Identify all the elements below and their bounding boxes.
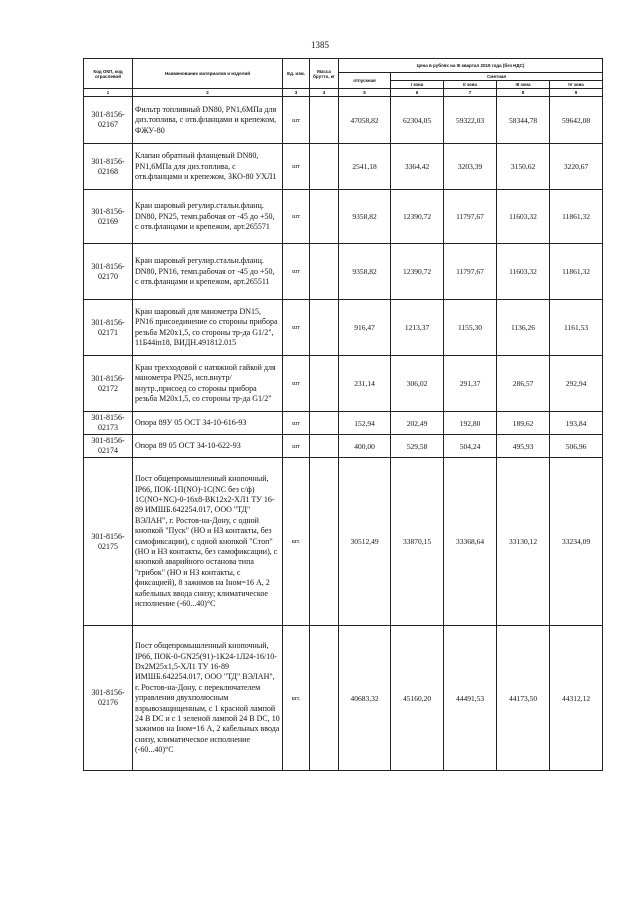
row-zone-1-price: 202,49 <box>391 412 444 435</box>
row-zone-4-price: 3220,67 <box>550 144 603 190</box>
header-estimate: Сметная <box>391 73 603 81</box>
row-unit: шт <box>283 300 310 356</box>
row-code: 301-8156-02171 <box>84 300 133 356</box>
table-row <box>84 356 603 412</box>
row-release-price: 9358,82 <box>339 244 391 300</box>
row-zone-2-price: 3203,39 <box>444 144 497 190</box>
row-name: Кран шаровый регулир.стальн.фланц. DN80, PN25, темп.рабочая от -45 до +50, с отв.фланцами и крепежом, арт.265571 <box>133 190 283 244</box>
row-zone-1-price: 3364,42 <box>391 144 444 190</box>
row-zone-1-price: 529,58 <box>391 435 444 458</box>
row-zone-4-price: 1161,53 <box>550 300 603 356</box>
row-unit: шт. <box>283 458 310 626</box>
header-mass: Масса брутто, кг <box>310 59 339 89</box>
row-zone-1-price: 45160,20 <box>391 626 444 771</box>
row-zone-3-price: 3150,62 <box>497 144 550 190</box>
row-name: Опора 89У 05 ОСТ 34-10-616-93 <box>133 412 283 435</box>
row-name: Кран шаровый регулир.стальн.фланц. DN80, PN16, темп.рабочая от -45 до +50, с отв.фланцами и крепежом, арт.265511 <box>133 244 283 300</box>
row-zone-1-price: 12390,72 <box>391 190 444 244</box>
column-number: 2 <box>133 89 283 97</box>
row-name: Фильтр топливный DN80, PN1,6МПа для диз.топлива, с отв.фланцами и крепежом, ФЖУ-80 <box>133 97 283 144</box>
table-row <box>84 244 603 300</box>
row-mass <box>310 356 339 412</box>
column-number: 3 <box>283 89 310 97</box>
row-code: 301-8156-02175 <box>84 458 133 626</box>
row-zone-2-price: 11797,67 <box>444 244 497 300</box>
row-unit: шт. <box>283 626 310 771</box>
header-zone-2: II зона <box>444 81 497 89</box>
header-zone-1: I зона <box>391 81 444 89</box>
row-name: Пост общепромышленный кнопочный, IP66, ПОК-1П(NO)-1С(NC без с/ф) 1С(NO+NC)-0-16х8-ВК12х2-ХЛ1 ТУ 16-89 ИМШБ.642254.017, ООО "ТД" ВЭЛАН", г. Ростов-на-Дону, с одной кнопкой "Пуск" (НО и НЗ контакты, без самофиксации), с одной кнопкой "Стоп" (НО и НЗ контакты, без самофиксации), с кнопкой аварийного останова типа "грибок" (НО и НЗ контакты, с фиксацией), 8 зажимов на Iном=16 А, 2 кабельных ввода снизу; климатическое исполнение (-60...40)°С <box>133 458 283 626</box>
row-name: Пост общепромышленный кнопочный, IP66, ПОК-0-GN25(91)-1К24-1Л24-16/10-Dx2M25x1,5-ХЛ1 ТУ 16-89 ИМШБ.642254.017, ООО "ТД" ВЭЛАН", г. Ростов-на-Дону, с переключателем управления двухполюсным взрывозащищенным, с 1 красной лампой 24 В DC и с 1 зеленой лампой 24 В DC, 10 зажимов на Iном=16 А, 2 кабельных ввода снизу, климатическое исполнение (-60...40)°С <box>133 626 283 771</box>
header-price-title: Цена в рублях на III квартал 2019 года (без НДС) <box>339 59 603 73</box>
table-row <box>84 626 603 771</box>
column-number: 8 <box>497 89 550 97</box>
row-code: 301-8156-02170 <box>84 244 133 300</box>
header-zone-4: IV зона <box>550 81 603 89</box>
row-zone-3-price: 11603,32 <box>497 244 550 300</box>
row-zone-2-price: 504,24 <box>444 435 497 458</box>
row-zone-2-price: 11797,67 <box>444 190 497 244</box>
table-row <box>84 190 603 244</box>
row-zone-3-price: 189,62 <box>497 412 550 435</box>
row-release-price: 916,47 <box>339 300 391 356</box>
row-release-price: 9358,82 <box>339 190 391 244</box>
table-row <box>84 458 603 626</box>
row-code: 301-8156-02173 <box>84 412 133 435</box>
row-zone-3-price: 1136,26 <box>497 300 550 356</box>
table-row <box>84 144 603 190</box>
row-release-price: 30512,49 <box>339 458 391 626</box>
row-mass <box>310 435 339 458</box>
row-zone-4-price: 11861,32 <box>550 190 603 244</box>
row-mass <box>310 190 339 244</box>
column-number: 1 <box>84 89 133 97</box>
row-mass <box>310 300 339 356</box>
row-release-price: 47058,82 <box>339 97 391 144</box>
row-code: 301-8156-02167 <box>84 97 133 144</box>
row-code: 301-8156-02169 <box>84 190 133 244</box>
column-number: 4 <box>310 89 339 97</box>
row-zone-2-price: 192,80 <box>444 412 497 435</box>
row-code: 301-8156-02174 <box>84 435 133 458</box>
row-mass <box>310 97 339 144</box>
row-unit: шт <box>283 244 310 300</box>
row-unit: шт <box>283 412 310 435</box>
row-zone-4-price: 11861,32 <box>550 244 603 300</box>
row-mass <box>310 244 339 300</box>
row-zone-2-price: 33368,64 <box>444 458 497 626</box>
row-release-price: 40683,32 <box>339 626 391 771</box>
column-number: 5 <box>339 89 391 97</box>
row-release-price: 152,94 <box>339 412 391 435</box>
column-number: 9 <box>550 89 603 97</box>
row-mass <box>310 144 339 190</box>
row-zone-3-price: 11603,32 <box>497 190 550 244</box>
price-table <box>83 58 603 771</box>
row-zone-2-price: 1155,30 <box>444 300 497 356</box>
row-mass <box>310 458 339 626</box>
row-name: Кран шаровый для манометра DN15, PN16 присоединение со стороны прибора резьба M20x1,5, со стороны тр-да G1/2", 11Б44іп18, ВИДН.491812.015 <box>133 300 283 356</box>
header-name: Наименование материалов и изделий <box>133 59 283 89</box>
header-zone-3: III зона <box>497 81 550 89</box>
table-row <box>84 97 603 144</box>
row-name: Кран трехходовой с натяжной гайкой для манометра PN25, исп.внутр/внутр.,присоед со стороны прибора резьба M20x1,5, со стороны тр-да G1/2" <box>133 356 283 412</box>
row-zone-4-price: 193,84 <box>550 412 603 435</box>
row-zone-3-price: 495,93 <box>497 435 550 458</box>
header-release-price: отпускная <box>339 73 391 89</box>
row-zone-4-price: 44312,12 <box>550 626 603 771</box>
row-zone-2-price: 44491,53 <box>444 626 497 771</box>
row-zone-3-price: 44173,50 <box>497 626 550 771</box>
row-zone-1-price: 306,02 <box>391 356 444 412</box>
row-zone-1-price: 1213,37 <box>391 300 444 356</box>
row-zone-3-price: 286,57 <box>497 356 550 412</box>
column-number: 6 <box>391 89 444 97</box>
row-release-price: 400,00 <box>339 435 391 458</box>
row-zone-3-price: 58344,78 <box>497 97 550 144</box>
row-code: 301-8156-02172 <box>84 356 133 412</box>
row-zone-4-price: 506,96 <box>550 435 603 458</box>
row-zone-2-price: 291,37 <box>444 356 497 412</box>
row-release-price: 231,14 <box>339 356 391 412</box>
row-unit: шт <box>283 356 310 412</box>
table-row <box>84 300 603 356</box>
row-unit: шт <box>283 190 310 244</box>
row-unit: шт <box>283 144 310 190</box>
header-unit: Ед. изм. <box>283 59 310 89</box>
column-number: 7 <box>444 89 497 97</box>
table-row <box>84 412 603 435</box>
row-code: 301-8156-02176 <box>84 626 133 771</box>
row-mass <box>310 412 339 435</box>
row-zone-4-price: 59642,08 <box>550 97 603 144</box>
row-code: 301-8156-02168 <box>84 144 133 190</box>
row-zone-2-price: 59322,03 <box>444 97 497 144</box>
row-zone-4-price: 292,94 <box>550 356 603 412</box>
row-name: Опора 89 05 ОСТ 34-10-622-93 <box>133 435 283 458</box>
row-mass <box>310 626 339 771</box>
header-code: Код ОКП, код отраслевой <box>84 59 133 89</box>
row-unit: шт <box>283 435 310 458</box>
row-zone-1-price: 33870,15 <box>391 458 444 626</box>
row-zone-1-price: 62304,05 <box>391 97 444 144</box>
table-row <box>84 435 603 458</box>
page-number: 1385 <box>311 40 329 50</box>
row-unit: шт <box>283 97 310 144</box>
row-zone-4-price: 33234,09 <box>550 458 603 626</box>
row-zone-3-price: 33130,12 <box>497 458 550 626</box>
row-release-price: 2541,18 <box>339 144 391 190</box>
row-name: Клапан обратный фланцевый DN80, PN1,6МПа для диз.топлива, с отв.фланцами и крепежом, ЗКО-80 УХЛ1 <box>133 144 283 190</box>
row-zone-1-price: 12390,72 <box>391 244 444 300</box>
